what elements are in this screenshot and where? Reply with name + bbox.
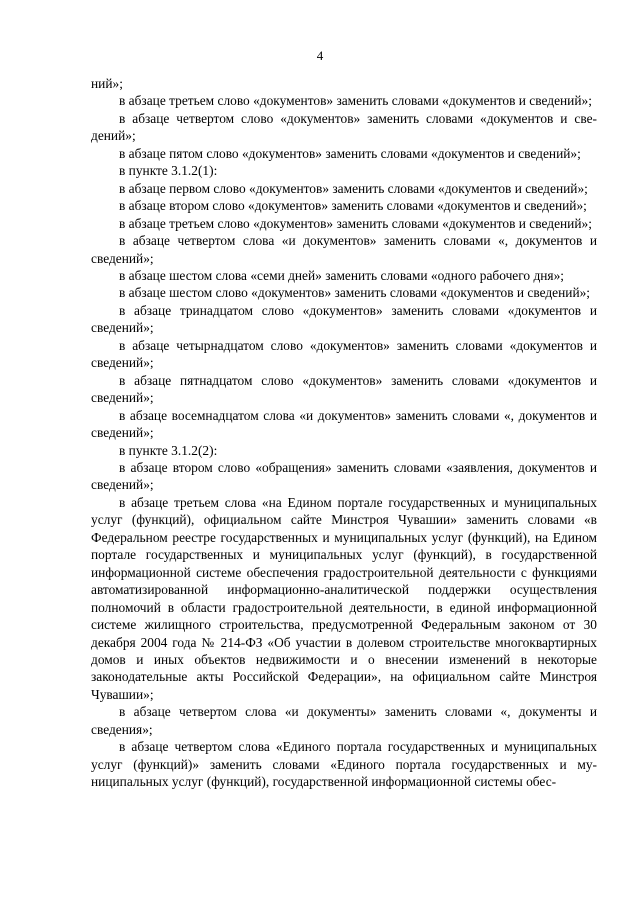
paragraph: в абзаце четвертом слова «Единого портала государственных и муниципальных услуг (функций)» заменить словами «Единого портала государственных и муниципальных услуг (функций), государственной информационной системы обес-: [91, 739, 597, 790]
document-body: [91, 75, 597, 791]
paragraph: в абзаце шестом слово «документов» заменить словами «документов и сведений»;: [119, 285, 591, 301]
paragraph: в абзаце третьем слова «на Едином портале государственных и муниципальных услуг (функций), официальном сайте Минстроя Чувашии» заменить словами «в Федеральном реестре государственных и муниципальных услуг (функций), на Едином портале государственных и муниципальных услуг (функций), в государственной информационной системе обеспечения градостроительной деятельности с функциями автоматизированной информационно-аналитической поддержки осуществления полномочий в области градостроительной деятельности, в единой информационной системе жилищного строительства, предусмотренной Федеральным законом от 30 декабря 2004 года № 214-ФЗ «Об участии в долевом строительстве многоквартирных домов и иных объектов недвижимости и о внесении изменений в некоторые законодательные акты Российской Федерации», на официальном сайте Минстроя Чувашии»;: [91, 494, 597, 702]
paragraph: в абзаце восемнадцатом слова «и документов» заменить словами «, документов и сведений»;: [91, 407, 597, 441]
page-number: 4: [316, 48, 324, 63]
paragraph: в абзаце втором слово «обращения» заменить словами «заявления, документов и сведений»;: [91, 459, 597, 493]
paragraph: в абзаце пятнадцатом слово «документов» заменить словами «документов и сведений»;: [91, 372, 597, 406]
paragraph: ний»;: [91, 76, 123, 91]
paragraph: в пункте 3.1.2(2):: [119, 442, 218, 458]
paragraph: в абзаце первом слово «документов» заменить словами «документов и сведений»;: [119, 180, 588, 196]
paragraph: в абзаце третьем слово «документов» заменить словами «документов и сведений»;: [119, 93, 592, 109]
paragraph: в абзаце третьем слово «документов» заменить словами «документов и сведений»;: [119, 215, 592, 231]
paragraph: в абзаце шестом слова «семи дней» заменить словами «одного рабочего дня»;: [119, 267, 565, 283]
paragraph: в абзаце втором слово «документов» заменить словами «документов и сведений»;: [119, 198, 587, 214]
paragraph: в абзаце четвертом слово «документов» заменить словами «документов и сведений»;: [91, 110, 597, 144]
paragraph: в абзаце четырнадцатом слово «документов» заменить словами «документов и сведений»;: [91, 337, 597, 371]
paragraph: в абзаце четвертом слова «и документов» заменить словами «, документов и сведений»;: [91, 233, 597, 266]
paragraph: в пункте 3.1.2(1):: [119, 163, 218, 179]
paragraph: в абзаце тринадцатом слово «документов» заменить словами «документов и сведений»;: [91, 302, 597, 336]
paragraph: в абзаце четвертом слова «и документы» заменить словами «, документы и сведения»;: [91, 704, 597, 737]
paragraph: в абзаце пятом слово «документов» заменить словами «документов и сведений»;: [119, 145, 581, 161]
